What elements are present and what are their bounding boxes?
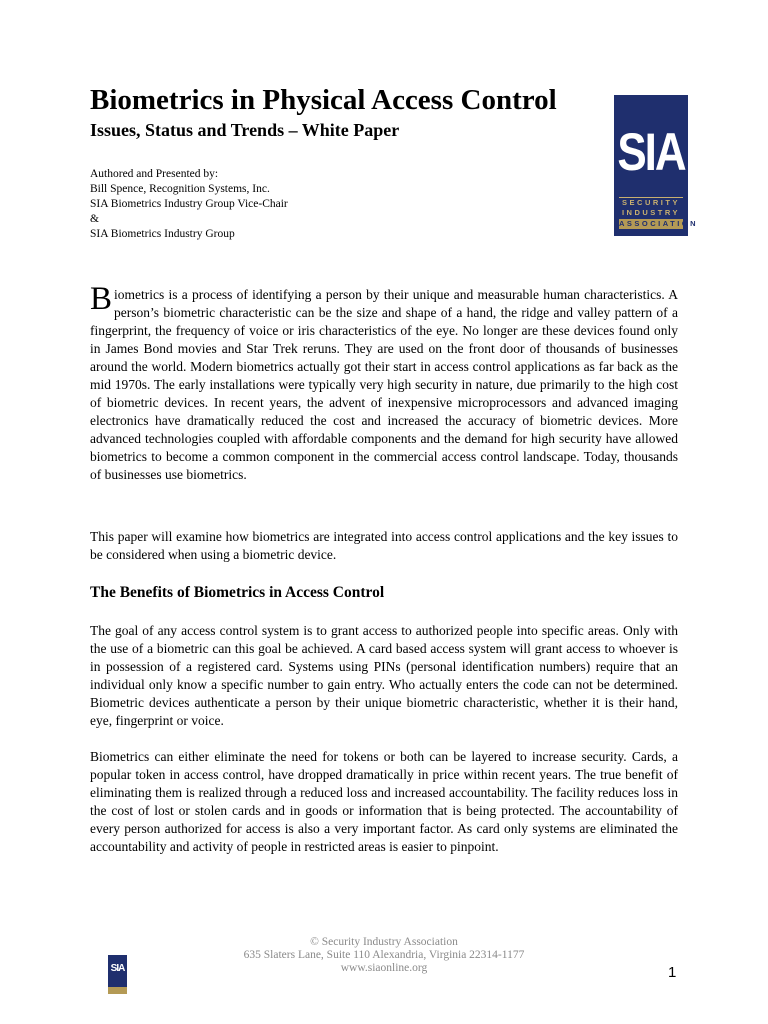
section-heading: The Benefits of Biometrics in Access Control xyxy=(90,584,385,601)
footer-sia-logo-band xyxy=(108,987,127,994)
sia-logo-text: SIA xyxy=(617,123,685,182)
author-line: & xyxy=(90,213,99,225)
sia-logo-tagline-line: SECURITY xyxy=(622,198,680,207)
author-line: Authored and Presented by: xyxy=(90,168,219,180)
sia-logo-tagline xyxy=(619,197,699,232)
paragraph-tokens: Biometrics can either eliminate the need for tokens or both can be layered to increase security. Cards, a popular token in access control, have dropped dramatically in price within recent years. The true benefit of eliminating them is realized through a reduced loss and increased accountability. The facility reduces loss in the cost of lost or stolen cards and in goods or information that is being protected. The accountability of every person authorized for access is also a very important factor. As card only systems are eliminated the accountability and activity of people in restricted areas is easier to pinpoint. xyxy=(90,749,678,854)
sia-logo xyxy=(614,95,699,236)
author-block xyxy=(90,167,288,242)
intro-paragraph-text: iometrics is a process of identifying a person by their unique and measurable human characteristics. A person’s biometric characteristic can be the size and shape of a hand, the ridge and valley pattern of a fingerprint, the frequency of voice or iris characteristics of the eye. No longer are these devices found only in James Bond movies and Star Trek reruns. They are used on the front door of thousands of businesses around the world. Modern biometrics actually got their start in access control applications as far back as the mid 1970s. The early installations were typically very high security in nature, due primarily to the high cost of biometric devices. In recent years, the advent of inexpensive microprocessors and advanced imaging electronics have dramatically reduced the cost and increased the accuracy of biometric devices. More advanced technologies coupled with affordable components and the demand for high security have allowed biometrics to become a common component in the commercial access control landscape. Today, thousands of businesses use biometrics. xyxy=(90,287,678,482)
sia-logo-tagline-line: ASSOCIATION xyxy=(619,219,699,228)
author-line: SIA Biometrics Industry Group xyxy=(90,228,235,240)
footer-sia-logo xyxy=(108,955,127,994)
author-line: Bill Spence, Recognition Systems, Inc. xyxy=(90,183,270,195)
footer-website[interactable]: www.siaonline.org xyxy=(340,962,428,974)
document-title: Biometrics in Physical Access Control xyxy=(90,84,557,116)
page-footer xyxy=(200,936,568,975)
author-line: SIA Biometrics Industry Group Vice-Chair xyxy=(90,198,288,210)
paragraph-goal: The goal of any access control system is to grant access to authorized people into specific areas. Only with the use of a biometric can this goal be achieved. A card based access system will grant access to whoever is in possession of a registered card. Systems using PINs (personal identification numbers) require that an individual only know a specific number to gain entry. Who actually enters the code can not be determined. Biometric devices authenticate a person by their unique biometric characteristic, whether it is their hand, eye, fingerprint or voice. xyxy=(90,623,678,728)
page-number: 1 xyxy=(668,964,677,981)
document-subtitle: Issues, Status and Trends – White Paper xyxy=(90,120,400,140)
footer-address: 635 Slaters Lane, Suite 110 Alexandria, Virginia 22314-1177 xyxy=(243,949,525,961)
drop-cap: B xyxy=(90,281,113,317)
paragraph-scope: This paper will examine how biometrics are integrated into access control applications and the key issues to be considered when using a biometric device. xyxy=(90,529,678,562)
footer-copyright: © Security Industry Association xyxy=(310,936,458,948)
sia-logo-tagline-line: INDUSTRY xyxy=(621,208,681,217)
intro-paragraph xyxy=(90,281,678,484)
footer-sia-logo-text: SIA xyxy=(110,963,125,974)
